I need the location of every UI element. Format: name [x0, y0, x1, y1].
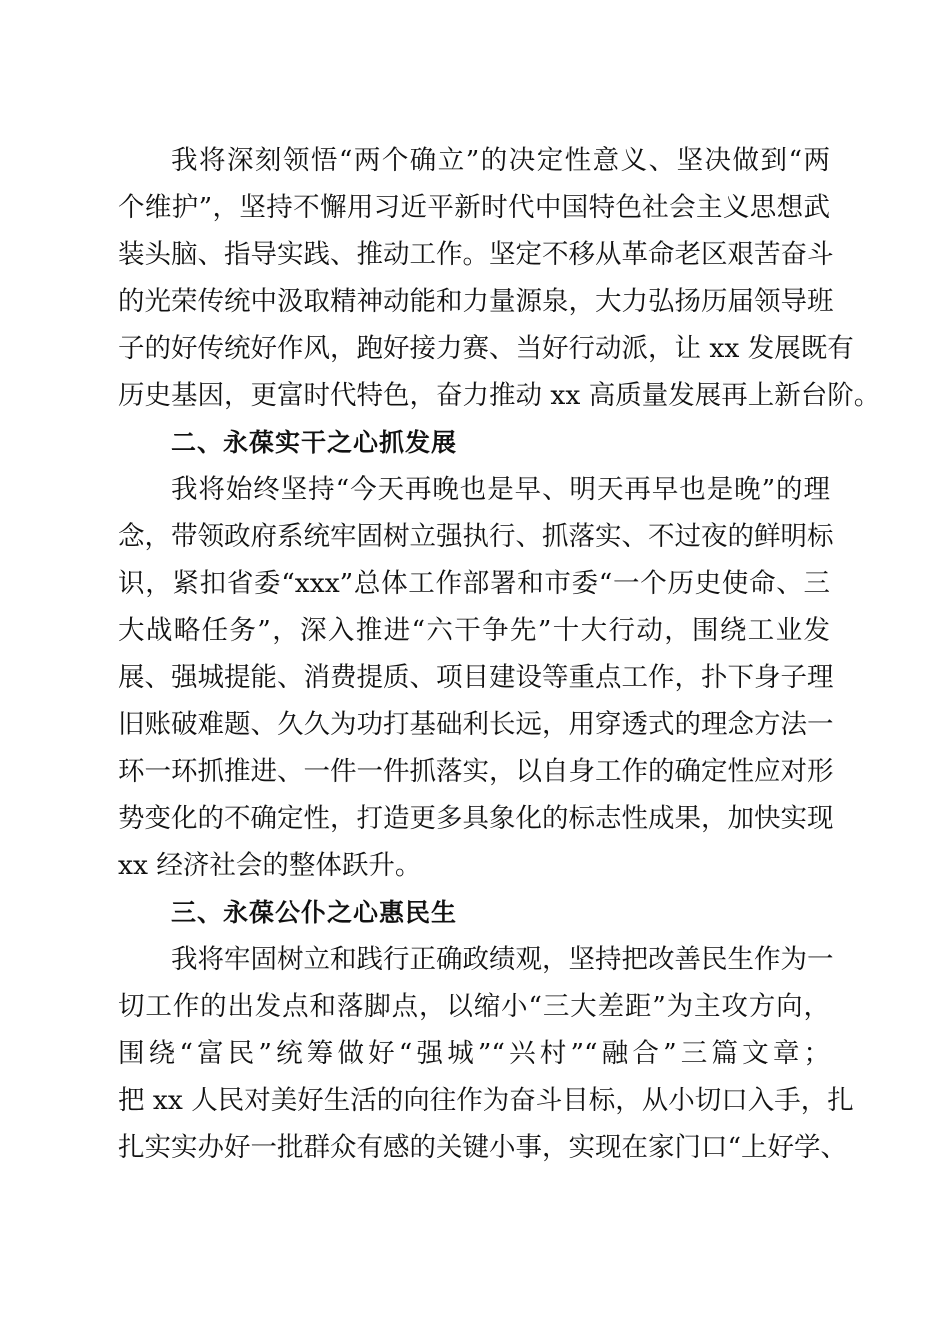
paragraph-1-line-6: 历史基因，更富时代特色，奋力推动 xx 高质量发展再上新台阶。 — [118, 380, 881, 411]
paragraph-3-line-5: 扎实实办好一批群众有感的关键小事，实现在家门口“上好学、 — [118, 1132, 848, 1163]
paragraph-2-line-1: 我将始终坚持“今天再晚也是早、明天再早也是晚”的理 — [171, 474, 830, 505]
section-heading-3: 三、永葆公仆之心惠民生 — [171, 898, 458, 927]
paragraph-2-line-3: 识，紧扣省委“xxx”总体工作部署和市委“一个历史使命、三 — [118, 568, 830, 599]
paragraph-3-line-2: 切工作的出发点和落脚点，以缩小“三大差距”为主攻方向， — [118, 991, 830, 1022]
paragraph-3-line-3: 围绕“富民”统筹做好“强城”“兴村”“融合”三篇文章； — [118, 1038, 830, 1069]
paragraph-2-line-5: 展、强城提能、消费提质、项目建设等重点工作，扑下身子理 — [118, 662, 834, 693]
paragraph-3-line-1: 我将牢固树立和践行正确政绩观，坚持把改善民生作为一 — [171, 944, 834, 975]
paragraph-2-line-7: 环一环抓推进、一件一件抓落实，以自身工作的确定性应对形 — [118, 756, 834, 787]
paragraph-1-line-4: 的光荣传统中汲取精神动能和力量源泉，大力弘扬历届领导班 — [118, 286, 834, 317]
paragraph-1-line-3: 装头脑、指导实践、推动工作。坚定不移从革命老区艰苦奋斗 — [118, 239, 834, 270]
paragraph-1-line-1: 我将深刻领悟“两个确立”的决定性意义、坚决做到“两 — [171, 145, 830, 176]
paragraph-1-line-2: 个维护”，坚持不懈用习近平新时代中国特色社会主义思想武 — [118, 192, 830, 223]
paragraph-2-line-9: xx 经济社会的整体跃升。 — [118, 850, 422, 881]
paragraph-2-line-6: 旧账破难题、久久为功打基础利长远，用穿透式的理念方法一 — [118, 709, 834, 740]
paragraph-1-line-5: 子的好传统好作风，跑好接力赛、当好行动派，让 xx 发展既有 — [118, 333, 854, 364]
paragraph-2-line-2: 念，带领政府系统牢固树立强执行、抓落实、不过夜的鲜明标 — [118, 521, 834, 552]
section-heading-2: 二、永葆实干之心抓发展 — [171, 428, 458, 457]
paragraph-2-line-8: 势变化的不确定性，打造更多具象化的标志性成果，加快实现 — [118, 803, 834, 834]
paragraph-3-line-4: 把 xx 人民对美好生活的向往作为奋斗目标，从小切口入手，扎 — [118, 1085, 854, 1116]
paragraph-2-line-4: 大战略任务”，深入推进“六干争先”十大行动，围绕工业发 — [118, 615, 830, 646]
